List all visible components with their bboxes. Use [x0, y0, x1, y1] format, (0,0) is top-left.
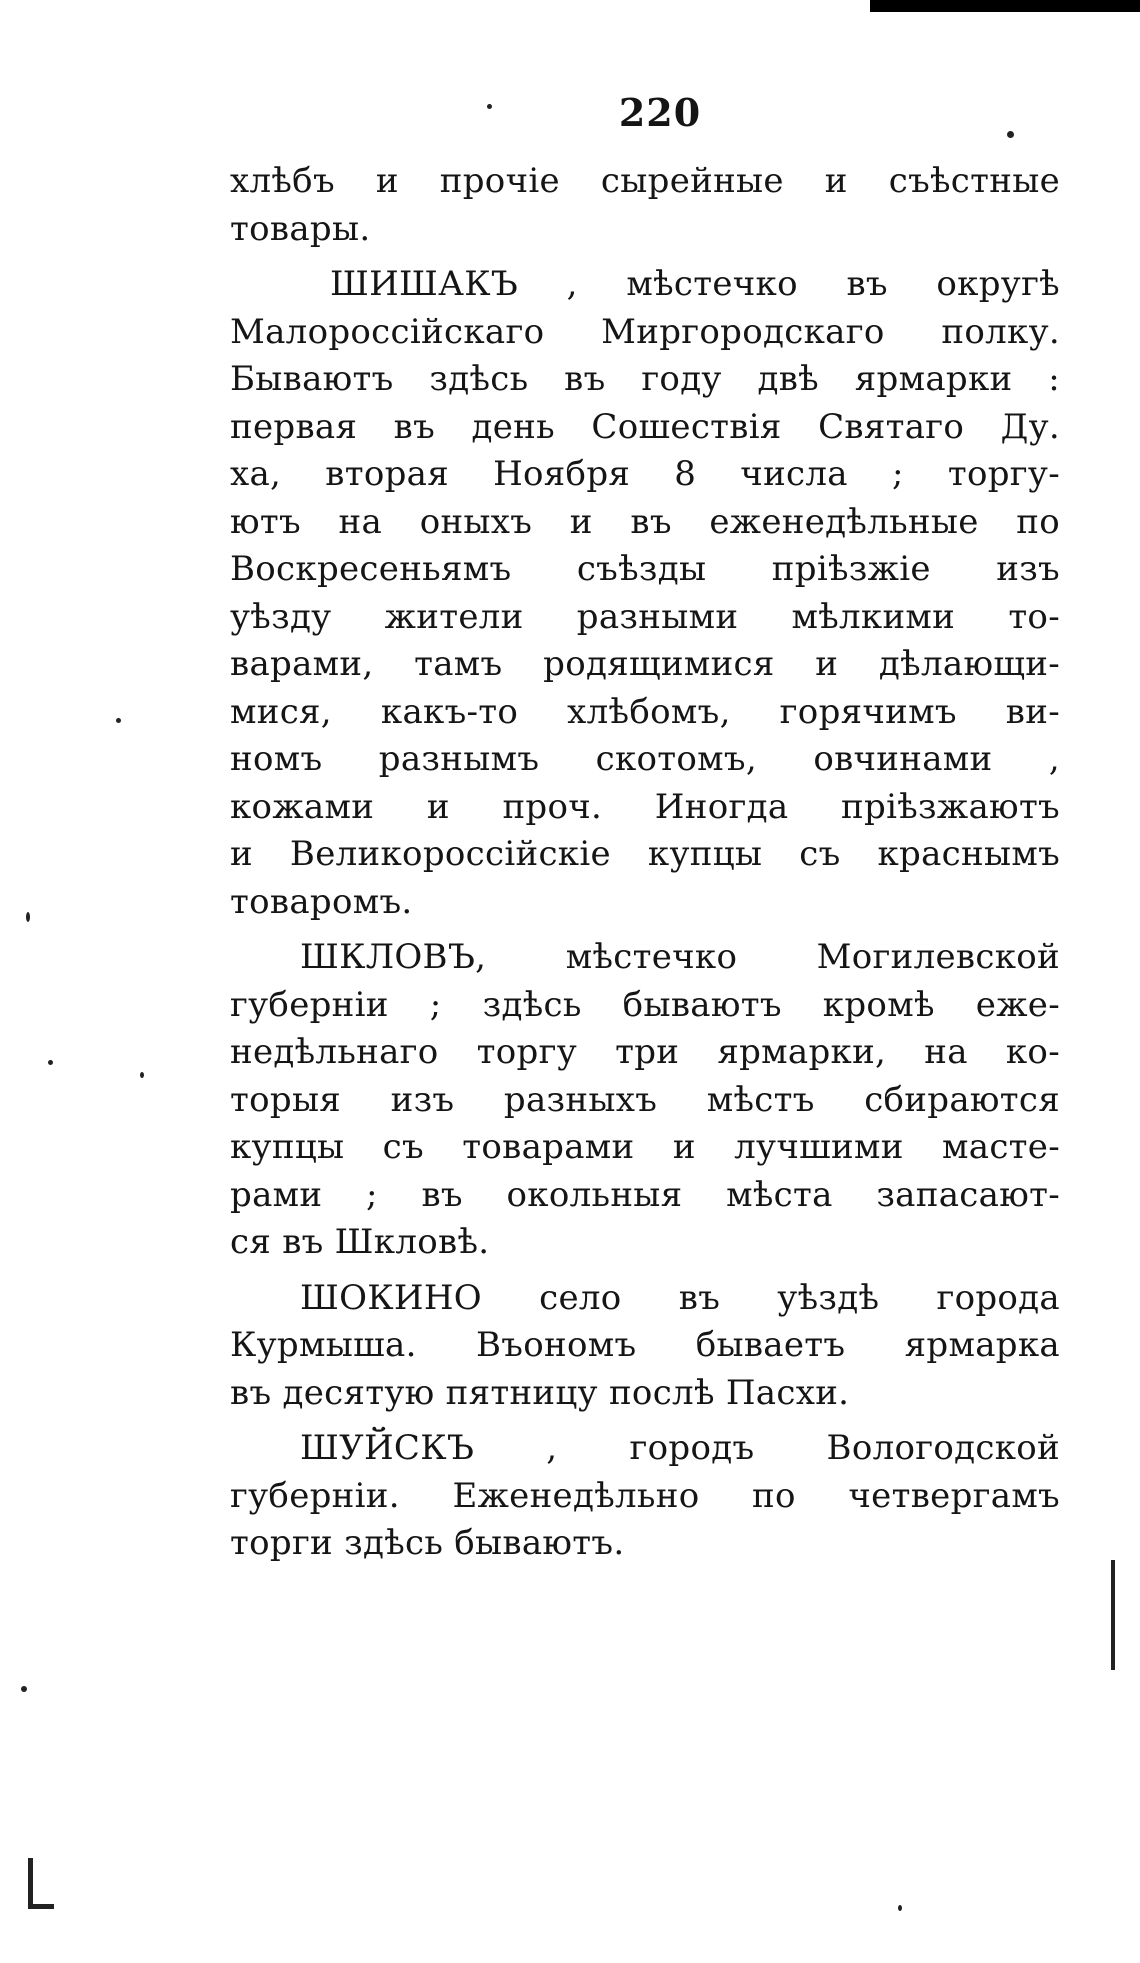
text-line: торыя изъ разныхъ мѣстъ сбираются — [230, 1079, 1060, 1120]
text-line: кожами и проч. Иногда пріѣзжаютъ — [230, 786, 1060, 827]
text-line: ся въ Шкловѣ. — [230, 1222, 490, 1262]
text-line: номъ разнымъ скотомъ, овчинами , — [230, 739, 1060, 779]
text-line: товары. — [230, 208, 371, 249]
text-line: Бываютъ здѣсь въ году двѣ ярмарки : — [230, 359, 1060, 399]
scan-edge-line — [1111, 1560, 1115, 1670]
text-line: ютъ на оныхъ и въ еженедѣльные по — [230, 501, 1060, 542]
scan-speck — [898, 1905, 902, 1911]
scan-speck — [116, 718, 121, 723]
text-line: торги здѣсь бываютъ. — [230, 1523, 625, 1563]
scan-speck — [1007, 131, 1014, 138]
text-line: хлѣбъ и прочіе сырейные и съѣстные — [230, 161, 1060, 201]
text-line: губерніи. Еженедѣльно по четвергамъ — [230, 1475, 1060, 1516]
scan-speck — [26, 912, 30, 922]
page-number: 220 — [618, 90, 702, 135]
text-line: первая въ день Сошествія Святаго Ду. — [230, 406, 1060, 447]
entry-heading-line: ШОКИНО село въ уѣздѣ города — [300, 1277, 1060, 1318]
text-line: губерніи ; здѣсь бываютъ кромѣ еже- — [230, 984, 1060, 1025]
text-line: Воскресеньямъ съѣзды пріѣзжіе изъ — [230, 549, 1060, 589]
page-body — [230, 158, 1060, 1568]
entry-heading-line: ШУЙСКЪ , городъ Вологодской — [300, 1428, 1060, 1468]
scan-edge-shadow — [870, 0, 1140, 12]
text-line: купцы съ товарами и лучшими масте- — [230, 1127, 1060, 1167]
text-line: ха, вторая Ноября 8 числа ; торгу- — [230, 454, 1060, 494]
text-line: Курмыша. Въономъ бываетъ ярмарка — [230, 1325, 1060, 1365]
text-line: недѣльнаго торгу три ярмарки, на ко- — [230, 1032, 1060, 1072]
scan-speck — [48, 1060, 53, 1065]
scan-speck — [21, 1686, 27, 1692]
text-line: товаромъ. — [230, 881, 413, 922]
scan-corner-mark — [28, 1858, 33, 1908]
scan-speck — [140, 1072, 144, 1078]
text-line: рами ; въ окольныя мѣста запасают- — [230, 1174, 1060, 1215]
text-line: и Великороссійскіе купцы съ краснымъ — [230, 834, 1060, 874]
text-line: варами, тамъ родящимися и дѣлающи- — [230, 644, 1060, 684]
text-line: Малороссійскаго Миргородскаго полку. — [230, 311, 1060, 352]
text-line: уѣзду жители разными мѣлкими то- — [230, 596, 1060, 637]
scan-corner-mark — [28, 1904, 54, 1909]
text-line: въ десятую пятницу послѣ Пасхи. — [230, 1372, 850, 1413]
scan-speck — [487, 104, 492, 109]
entry-heading-line: ШИШАКЪ , мѣстечко въ округѣ — [330, 264, 1060, 304]
text-line: мися, какъ-то хлѣбомъ, горячимъ ви- — [230, 691, 1060, 732]
entry-heading-line: ШКЛОВЪ, мѣстечко Могилевской — [300, 937, 1060, 977]
